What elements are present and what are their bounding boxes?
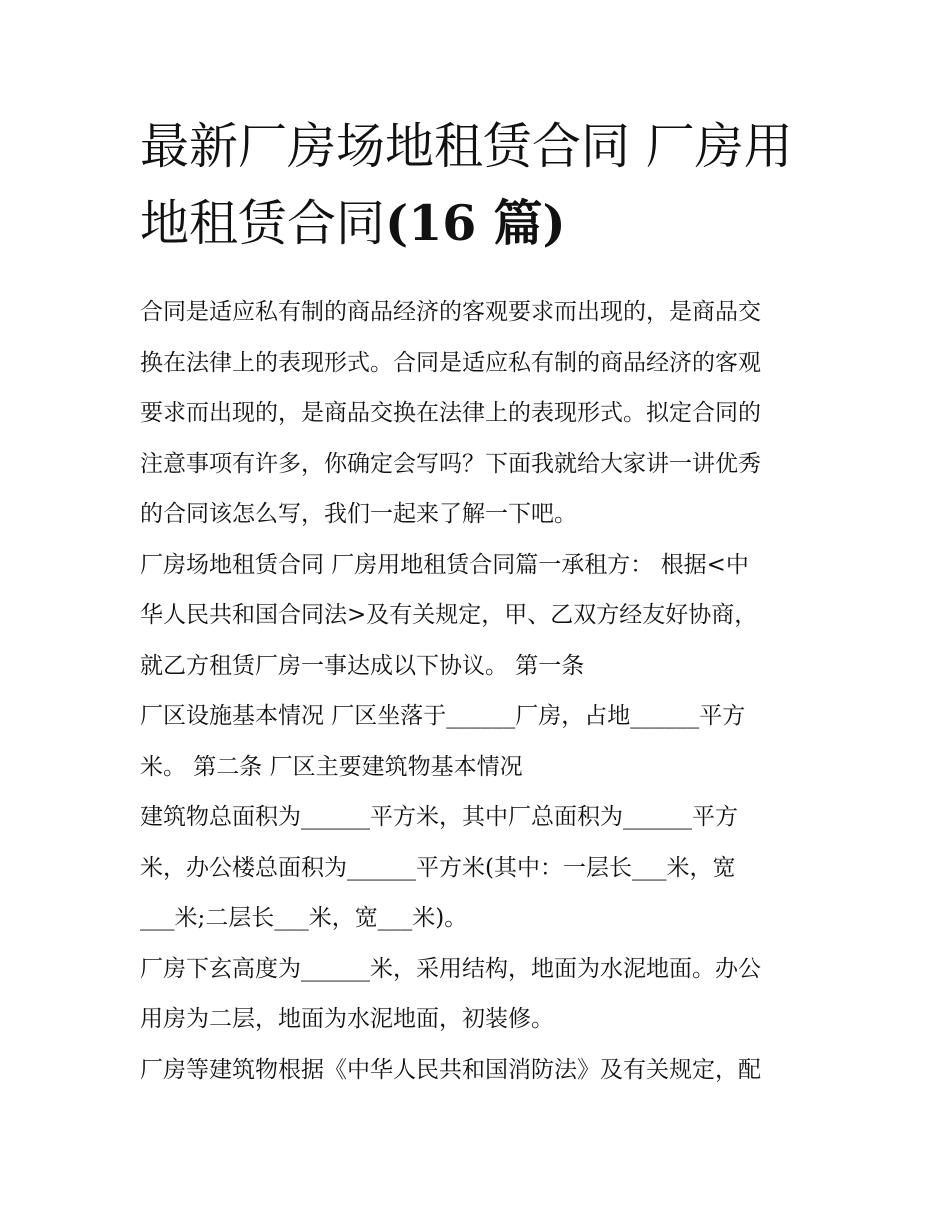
text-line: 厂房场地租赁合同 厂房用地租赁合同篇一承租方： 根据<中 [140,551,749,578]
paragraph-intro [140,287,816,540]
text-line: 建筑物总面积为______平方米，其中厂总面积为______平方 [140,804,738,830]
text-line: 合同是适应私有制的商品经济的客观要求而出现的，是商品交 [140,299,761,325]
text-line: 厂房下玄高度为______米，采用结构，地面为水泥地面。办公 [140,955,761,982]
paragraph-building-height [140,944,816,1045]
title-line-2-text: 地租赁合同 [140,195,386,252]
text-line: 注意事项有许多，你确定会写吗？下面我就给大家讲一讲优秀 [140,450,761,477]
text-line: 米，办公楼总面积为______平方米(其中：一层长___米，宽 [140,854,736,881]
paragraph-contract-header [140,540,816,692]
title-line-2 [140,185,816,262]
paragraph-building-area [140,792,816,944]
paragraph-article-1 [140,691,816,792]
text-line: 的合同该怎么写，我们一起来了解一下吧。 [140,501,577,527]
text-line: 华人民共和国合同法>及有关规定，甲、乙双方经友好协商， [140,602,758,628]
title-count: (16 篇) [385,194,566,252]
title-line-1: 最新厂房场地租赁合同 厂房用 [140,118,793,175]
text-line: 就乙方租赁厂房一事达成以下协议。 第一条 [140,652,585,679]
text-line: 要求而出现的，是商品交换在法律上的表现形式。拟定合同的 [140,400,761,426]
text-line: 厂房等建筑物根据《中华人民共和国消防法》及有关规定，配 [140,1056,761,1083]
text-line: 换在法律上的表现形式。合同是适应私有制的商品经济的客观 [140,349,761,376]
document-body [140,287,816,1095]
text-line: ___米;二层长___米，宽___米)。 [140,905,468,931]
text-line: 米。 第二条 厂区主要建筑物基本情况 [140,753,523,780]
document-title [140,108,816,262]
text-line: 厂区设施基本情况 厂区坐落于______厂房，占地______平方 [140,703,746,729]
document-page [140,108,816,1095]
paragraph-fire-code [140,1045,816,1096]
text-line: 用房为二层，地面为水泥地面，初装修。 [140,1006,554,1032]
